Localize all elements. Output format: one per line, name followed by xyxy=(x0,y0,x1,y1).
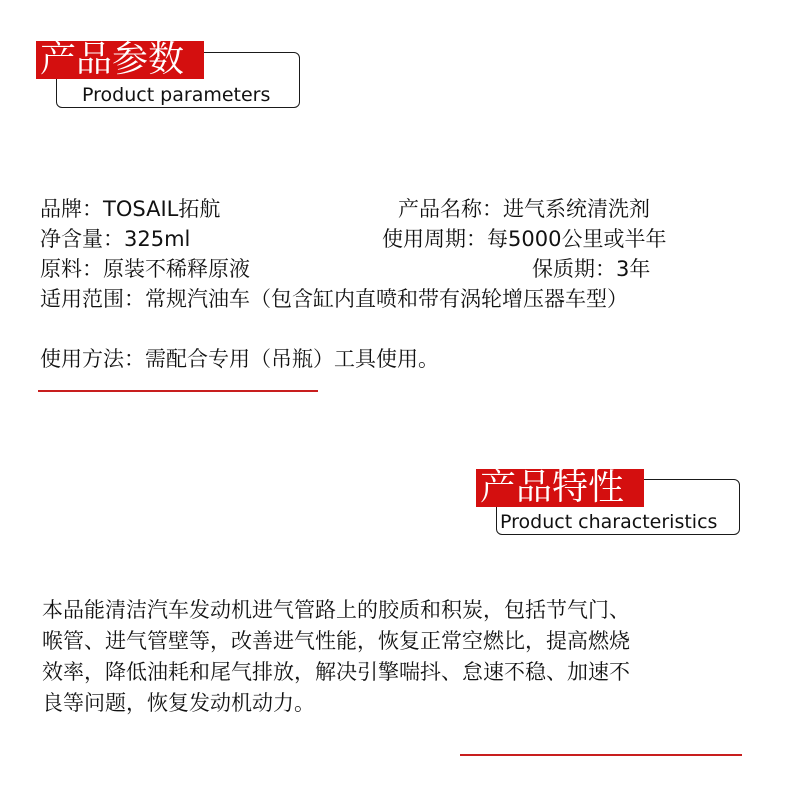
param-usage-method: 使用方法：需配合专用（吊瓶）工具使用。 xyxy=(40,347,439,371)
features-section-title: 产品特性 xyxy=(476,469,644,507)
param-scope: 适用范围：常规汽油车（包含缸内直喷和带有涡轮增压器车型） xyxy=(40,287,628,311)
param-usage-cycle: 使用周期：每5000公里或半年 xyxy=(382,227,667,251)
param-ingredients: 原料：原装不稀释原液 xyxy=(40,257,250,281)
param-shelf-life: 保质期：3年 xyxy=(532,257,651,281)
param-brand: 品牌：TOSAIL拓航 xyxy=(40,197,221,221)
features-section-subtitle: Product characteristics xyxy=(500,511,718,533)
params-section-subtitle: Product parameters xyxy=(82,84,271,106)
features-line-3: 效率，降低油耗和尾气排放，解决引擎喘抖、怠速不稳、加速不 xyxy=(42,660,630,684)
features-divider xyxy=(460,754,742,756)
param-product-name: 产品名称：进气系统清洗剂 xyxy=(398,197,650,221)
param-net-content: 净含量：325ml xyxy=(40,227,191,251)
features-line-2: 喉管、进气管壁等，改善进气性能，恢复正常空燃比，提高燃烧 xyxy=(42,629,630,653)
params-divider xyxy=(38,390,318,392)
params-section-title: 产品参数 xyxy=(36,41,204,79)
features-line-4: 良等问题，恢复发动机动力。 xyxy=(42,691,315,715)
features-line-1: 本品能清洁汽车发动机进气管路上的胶质和积炭，包括节气门、 xyxy=(42,598,630,622)
